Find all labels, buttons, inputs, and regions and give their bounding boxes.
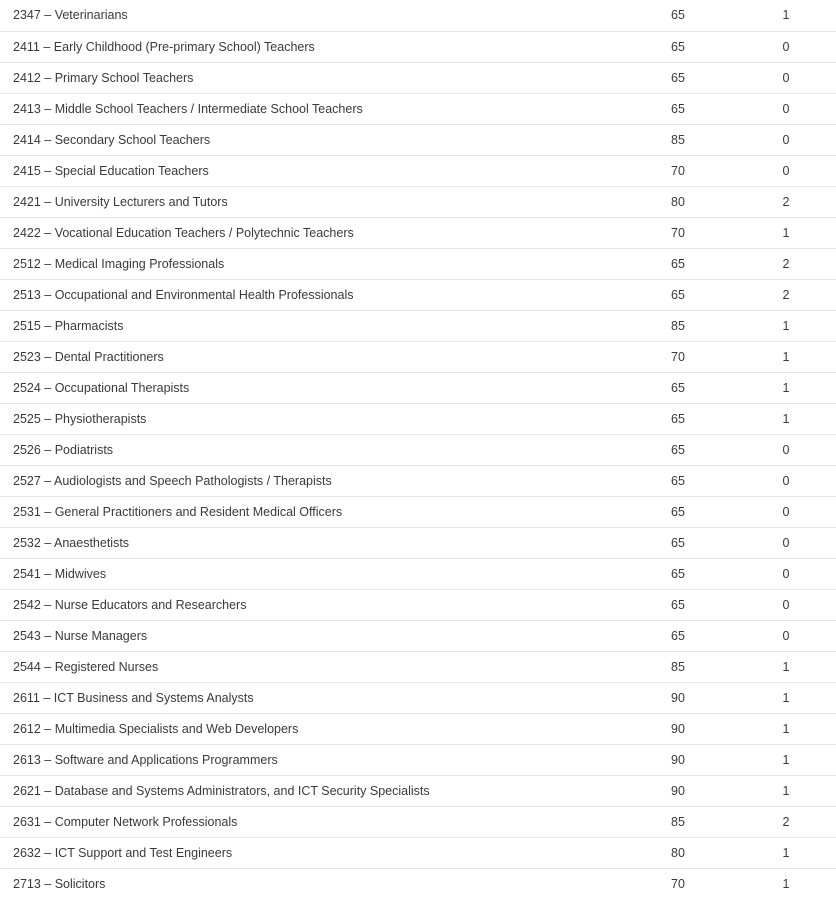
table-row [0, 403, 836, 434]
count-cell: 2 [736, 806, 836, 837]
score-cell: 85 [620, 124, 736, 155]
count-cell: 0 [736, 434, 836, 465]
count-cell: 0 [736, 124, 836, 155]
occupation-cell: 2631 – Computer Network Professionals [0, 806, 620, 837]
table-row [0, 248, 836, 279]
score-cell: 70 [620, 217, 736, 248]
score-cell: 65 [620, 496, 736, 527]
score-cell: 90 [620, 713, 736, 744]
count-cell: 1 [736, 341, 836, 372]
score-cell: 70 [671, 876, 685, 891]
occupation-cell: 2515 – Pharmacists [0, 310, 620, 341]
count-cell: 2 [736, 279, 836, 310]
table-row [0, 651, 836, 682]
count-cell: 0 [736, 558, 836, 589]
score-cell: 85 [620, 310, 736, 341]
table-row [0, 868, 836, 899]
count-cell: 1 [736, 372, 836, 403]
occupation-cell: 2415 – Special Education Teachers [0, 155, 620, 186]
score-cell: 85 [620, 806, 736, 837]
table-row [0, 682, 836, 713]
table-row [0, 0, 836, 31]
score-cell: 65 [620, 558, 736, 589]
score-cell: 65 [620, 620, 736, 651]
table-row [0, 341, 836, 372]
score-cell: 65 [620, 589, 736, 620]
count-cell: 1 [736, 713, 836, 744]
count-cell: 2 [736, 186, 836, 217]
score-cell: 65 [620, 403, 736, 434]
occupation-cell: 2412 – Primary School Teachers [0, 62, 620, 93]
score-cell: 65 [620, 248, 736, 279]
occupation-cell: 2525 – Physiotherapists [0, 403, 620, 434]
table-row [0, 62, 836, 93]
table-row [0, 496, 836, 527]
occupation-cell: 2541 – Midwives [0, 558, 620, 589]
score-cell: 65 [620, 372, 736, 403]
occupation-cell: 2713 – Solicitors [13, 876, 106, 891]
table-row [0, 465, 836, 496]
count-cell: 0 [736, 465, 836, 496]
count-cell: 0 [736, 620, 836, 651]
score-cell: 90 [620, 744, 736, 775]
occupation-cell: 2613 – Software and Applications Programmers [0, 744, 620, 775]
table-row [0, 310, 836, 341]
count-cell: 1 [736, 403, 836, 434]
table-row [0, 806, 836, 837]
occupation-cell: 2513 – Occupational and Environmental Health Professionals [0, 279, 620, 310]
table-row [0, 93, 836, 124]
table-row [0, 744, 836, 775]
table-row [0, 713, 836, 744]
occupation-cell: 2411 – Early Childhood (Pre-primary School) Teachers [0, 31, 620, 62]
score-cell: 80 [620, 186, 736, 217]
score-cell: 65 [620, 279, 736, 310]
occupation-cell: 2612 – Multimedia Specialists and Web Developers [0, 713, 620, 744]
table-row [0, 155, 836, 186]
score-cell: 90 [620, 682, 736, 713]
table-row [0, 775, 836, 806]
occupation-cell: 2632 – ICT Support and Test Engineers [0, 837, 620, 868]
occupation-cell: 2531 – General Practitioners and Resident Medical Officers [0, 496, 620, 527]
count-cell: 1 [736, 682, 836, 713]
score-cell: 90 [620, 775, 736, 806]
count-cell: 0 [736, 93, 836, 124]
occupation-cell: 2512 – Medical Imaging Professionals [0, 248, 620, 279]
occupation-cell: 2414 – Secondary School Teachers [0, 124, 620, 155]
table-row [0, 527, 836, 558]
table-row [0, 372, 836, 403]
occupation-cell: 2621 – Database and Systems Administrators, and ICT Security Specialists [0, 775, 620, 806]
count-cell: 1 [736, 0, 836, 31]
count-cell: 1 [736, 837, 836, 868]
count-cell: 1 [736, 651, 836, 682]
count-cell: 0 [736, 31, 836, 62]
occupation-cell: 2544 – Registered Nurses [0, 651, 620, 682]
count-cell: 2 [736, 248, 836, 279]
count-cell: 0 [736, 155, 836, 186]
count-cell: 0 [736, 496, 836, 527]
occupation-cell: 2347 – Veterinarians [0, 0, 620, 31]
count-cell: 1 [736, 744, 836, 775]
table-row [0, 31, 836, 62]
table-row [0, 279, 836, 310]
score-cell: 65 [620, 0, 736, 31]
occupation-cell: 2543 – Nurse Managers [0, 620, 620, 651]
score-cell: 85 [620, 651, 736, 682]
score-cell: 70 [620, 341, 736, 372]
table-row [0, 217, 836, 248]
table-row [0, 434, 836, 465]
count-cell: 1 [736, 310, 836, 341]
occupation-cell: 2532 – Anaesthetists [0, 527, 620, 558]
occupation-cell: 2542 – Nurse Educators and Researchers [0, 589, 620, 620]
table-row [0, 124, 836, 155]
occupation-cell: 2421 – University Lecturers and Tutors [0, 186, 620, 217]
score-cell: 65 [620, 62, 736, 93]
occupation-cell: 2413 – Middle School Teachers / Intermediate School Teachers [0, 93, 620, 124]
score-cell: 65 [620, 93, 736, 124]
count-cell: 0 [736, 589, 836, 620]
occupation-cell: 2527 – Audiologists and Speech Pathologists / Therapists [0, 465, 620, 496]
occupation-cell: 2524 – Occupational Therapists [0, 372, 620, 403]
count-cell: 1 [782, 876, 790, 891]
table-row [0, 620, 836, 651]
occupation-cell: 2611 – ICT Business and Systems Analysts [0, 682, 620, 713]
count-cell: 1 [736, 775, 836, 806]
score-cell: 80 [620, 837, 736, 868]
occupation-cell: 2526 – Podiatrists [0, 434, 620, 465]
table-row [0, 837, 836, 868]
table-row [0, 186, 836, 217]
occupation-cell: 2523 – Dental Practitioners [0, 341, 620, 372]
score-cell: 65 [620, 527, 736, 558]
table-row [0, 589, 836, 620]
count-cell: 0 [736, 62, 836, 93]
score-cell: 65 [620, 465, 736, 496]
count-cell: 1 [736, 217, 836, 248]
score-cell: 70 [620, 155, 736, 186]
table-row [0, 558, 836, 589]
score-cell: 65 [620, 31, 736, 62]
count-cell: 0 [736, 527, 836, 558]
occupation-cell: 2422 – Vocational Education Teachers / Polytechnic Teachers [0, 217, 620, 248]
score-cell: 65 [620, 434, 736, 465]
